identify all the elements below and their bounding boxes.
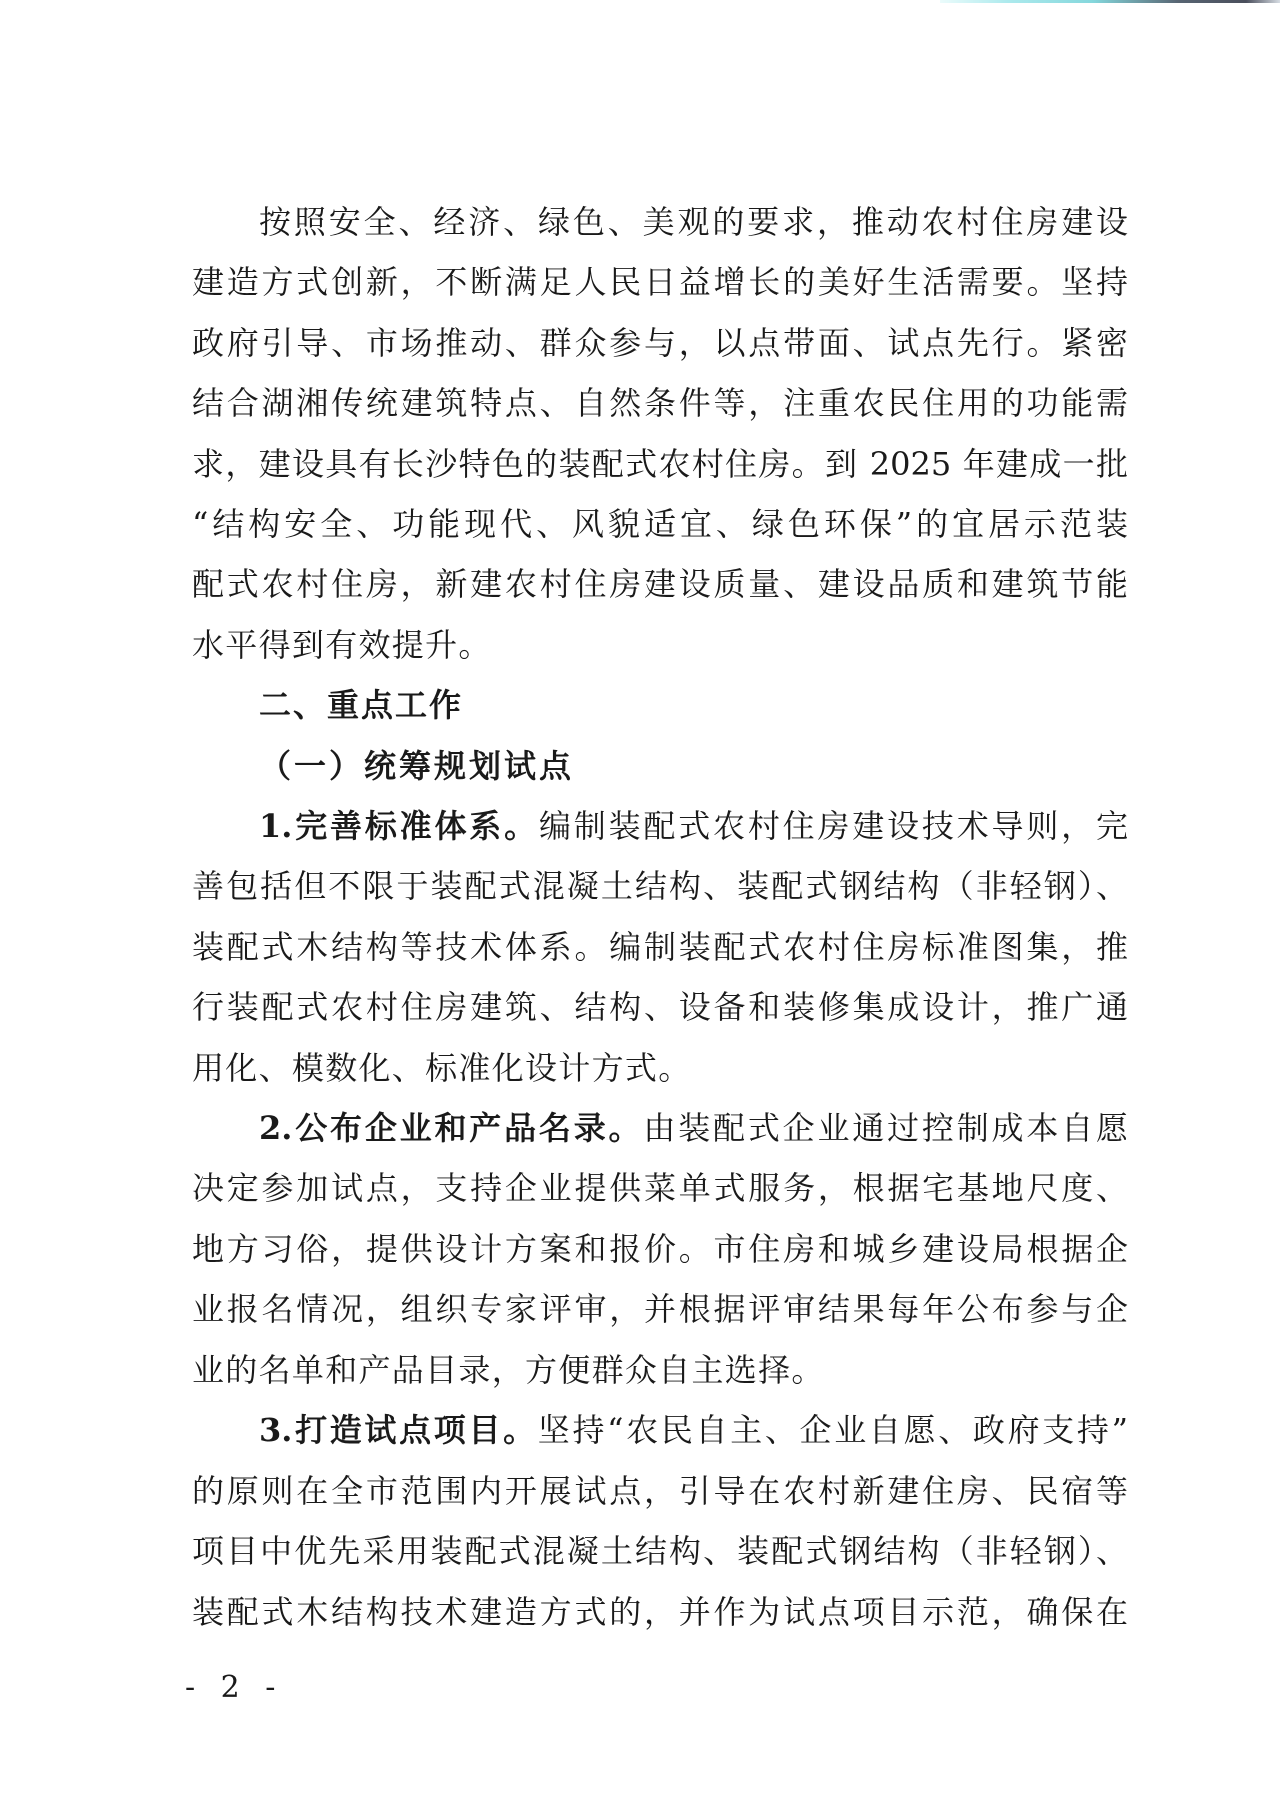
item-2-first-line — [259, 1108, 1128, 1148]
paragraph-line: 地方习俗，提供设计方案和报价。市住房和城乡建设局根据企 — [192, 1230, 1128, 1268]
scan-edge-artifact — [940, 0, 1280, 3]
paragraph-line: 装配式木结构等技术体系。编制装配式农村住房标准图集，推 — [192, 928, 1128, 966]
paragraph-line: 政府引导、市场推动、群众参与，以点带面、试点先行。紧密 — [192, 324, 1128, 362]
item-3-lead: 3.打造试点项目。 — [259, 1411, 538, 1449]
paragraph-line: 行装配式农村住房建筑、结构、设备和装修集成设计，推广通 — [192, 988, 1128, 1026]
paragraph-line: 善包括但不限于装配式混凝土结构、装配式钢结构（非轻钢）、 — [192, 867, 1128, 905]
paragraph-line: 水平得到有效提升。 — [192, 626, 492, 664]
paragraph-line: 装配式木结构技术建造方式的，并作为试点项目示范，确保在 — [192, 1593, 1128, 1631]
subsection-heading: （一）统筹规划试点 — [259, 747, 575, 785]
item-1-lead: 1.完善标准体系。 — [259, 807, 539, 845]
item-1-first-line — [259, 806, 1128, 846]
paragraph-line: 按照安全、经济、绿色、美观的要求，推动农村住房建设 — [259, 203, 1128, 241]
paragraph-line: 求，建设具有长沙特色的装配式农村住房。到 2025 年建成一批 — [192, 445, 1128, 483]
item-3-first-line — [259, 1410, 1128, 1450]
item-2-lead: 2.公布企业和产品名录。 — [259, 1109, 644, 1147]
item-2-text: 由装配式企业通过控制成本自愿 — [643, 1109, 1128, 1147]
item-1-text: 编制装配式农村住房建设技术导则，完 — [538, 807, 1128, 845]
paragraph-line: 业报名情况，组织专家评审，并根据评审结果每年公布参与企 — [192, 1290, 1128, 1328]
paragraph-line: “结构安全、功能现代、风貌适宜、绿色环保”的宜居示范装 — [192, 505, 1128, 543]
paragraph-line: 结合湖湘传统建筑特点、自然条件等，注重农民住用的功能需 — [192, 384, 1128, 422]
item-3-text: 坚持“农民自主、企业自愿、政府支持” — [537, 1411, 1128, 1449]
page-number: - 2 - — [185, 1670, 284, 1705]
section-heading: 二、重点工作 — [259, 686, 464, 724]
paragraph-line: 配式农村住房，新建农村住房建设质量、建设品质和建筑节能 — [192, 565, 1128, 603]
paragraph-line: 业的名单和产品目录，方便群众自主选择。 — [192, 1351, 825, 1389]
paragraph-line: 用化、模数化、标准化设计方式。 — [192, 1049, 692, 1087]
paragraph-line: 项目中优先采用装配式混凝土结构、装配式钢结构（非轻钢）、 — [192, 1532, 1128, 1570]
paragraph-line: 建造方式创新，不断满足人民日益增长的美好生活需要。坚持 — [192, 263, 1128, 301]
paragraph-line: 决定参加试点，支持企业提供菜单式服务，根据宅基地尺度、 — [192, 1169, 1128, 1207]
paragraph-line: 的原则在全市范围内开展试点，引导在农村新建住房、民宿等 — [192, 1472, 1128, 1510]
